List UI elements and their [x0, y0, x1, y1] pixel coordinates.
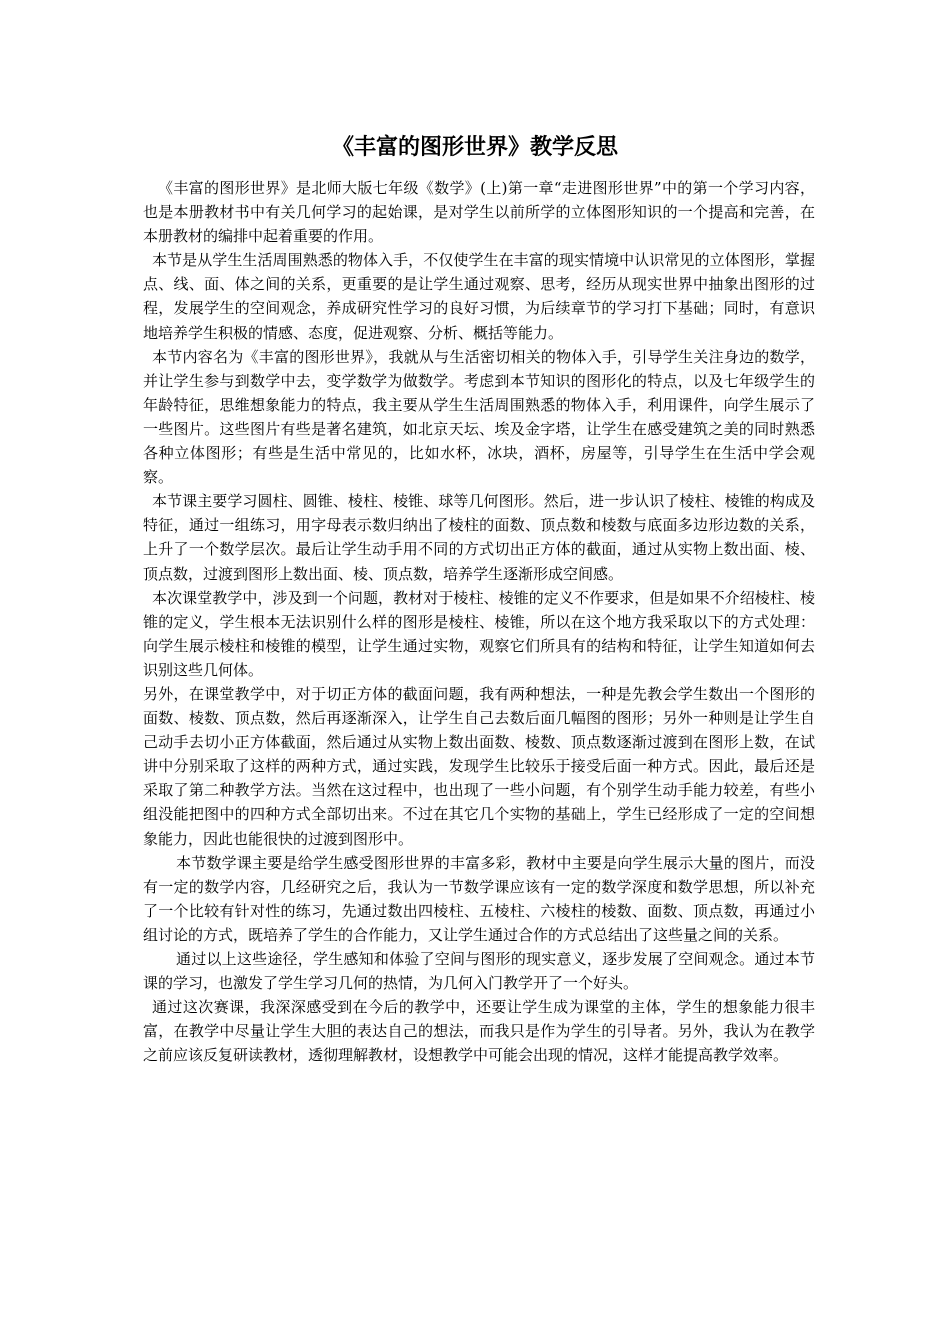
- paragraph-2: 本节是从学生生活周围熟悉的物体入手，不仅使学生在丰富的现实情境中认识常见的立体图形，掌握点、线、面、体之间的关系，更重要的是让学生通过观察、思考，经历从现实世界中抽象出图形的过程，发展学生的空间观念，养成研究性学习的良好习惯，为后续章节的学习打下基础；同时，有意识地培养学生积极的情感、态度，促进观察、分析、概括等能力。: [143, 251, 815, 342]
- paragraph-4: 本节课主要学习圆柱、圆锥、棱柱、棱锥、球等几何图形。然后，进一步认识了棱柱、棱锥的构成及特征，通过一组练习，用字母表示数归纳出了棱柱的面数、顶点数和棱数与底面多边形边数的关系，上升了一个数学层次。最后让学生动手用不同的方式切出正方体的截面，通过从实物上数出面、棱、顶点数，过渡到图形上数出面、棱、顶点数，培养学生逐渐形成空间感。: [143, 492, 815, 583]
- paragraph-6: 另外，在课堂教学中，对于切正方体的截面问题，我有两种想法，一种是先教会学生数出一个图形的面数、棱数、顶点数，然后再逐渐深入，让学生自己去数后面几幅图的图形；另外一种则是让学生自己动手去切小正方体截面，然后通过从实物上数出面数、棱数、顶点数逐渐过渡到在图形上数，在试讲中分别采取了这样的两种方式，通过实践，发现学生比较乐于接受后面一种方式。因此，最后还是采取了第二种教学方法。当然在这过程中，也出现了一些小问题，有个别学生动手能力较差，有些小组没能把图中的四种方式全部切出来。不过在其它几个实物的基础上，学生已经形成了一定的空间想象能力，因此也能很快的过渡到图形中。: [143, 684, 815, 848]
- document-body: [143, 176, 815, 1067]
- paragraph-7: 本节数学课主要是给学生感受图形世界的丰富多彩，教材中主要是向学生展示大量的图片，而没有一定的数学内容，几经研究之后，我认为一节数学课应该有一定的数学深度和数学思想，所以补充了一个比较有针对性的练习，先通过数出四棱柱、五棱柱、六棱柱的棱数、面数、顶点数，再通过小组讨论的方式，既培养了学生的合作能力，又让学生通过合作的方式总结出了这些量之间的关系。: [143, 853, 815, 944]
- paragraph-3: 本节内容名为《丰富的图形世界》，我就从与生活密切相关的物体入手，引导学生关注身边的数学，并让学生参与到数学中去，变学数学为做数学。考虑到本节知识的图形化的特点，以及七年级学生的年龄特征，思维想象能力的特点，我主要从学生生活周围熟悉的物体入手，利用课件，向学生展示了一些图片。这些图片有些是著名建筑，如北京天坛、埃及金字塔，让学生在感受建筑之美的同时熟悉各种立体图形；有些是生活中常见的，比如水杯，冰块，酒杯，房屋等，引导学生在生活中学会观察。: [143, 347, 815, 487]
- document-title: 《丰富的图形世界》教学反思: [331, 135, 618, 160]
- paragraph-9: 通过这次赛课，我深深感受到在今后的教学中，还要让学生成为课堂的主体，学生的想象能力很丰富，在教学中尽量让学生大胆的表达自己的想法，而我只是作为学生的引导者。另外，我认为在教学之前应该反复研读教材，透彻理解教材，设想教学中可能会出现的情况，这样才能提高教学效率。: [143, 998, 815, 1065]
- paragraph-5: 本次课堂教学中，涉及到一个问题，教材对于棱柱、棱锥的定义不作要求，但是如果不介绍棱柱、棱锥的定义，学生根本无法识别什么样的图形是棱柱、棱锥，所以在这个地方我采取以下的方式处理：向学生展示棱柱和棱锥的模型，让学生通过实物，观察它们所具有的结构和特征，让学生知道如何去识别这些几何体。: [143, 588, 815, 679]
- paragraph-1: 《丰富的图形世界》是北师大版七年级《数学》(上)第一章“走进图形世界”中的第一个学习内容，也是本册教材书中有关几何学习的起始课，是对学生以前所学的立体图形知识的一个提高和完善，在本册教材的编排中起着重要的作用。: [143, 179, 815, 246]
- paragraph-8: 通过以上这些途径，学生感知和体验了空间与图形的现实意义，逐步发展了空间观念。通过本节课的学习，也激发了学生学习几何的热情，为几何入门教学开了一个好头。: [143, 950, 815, 993]
